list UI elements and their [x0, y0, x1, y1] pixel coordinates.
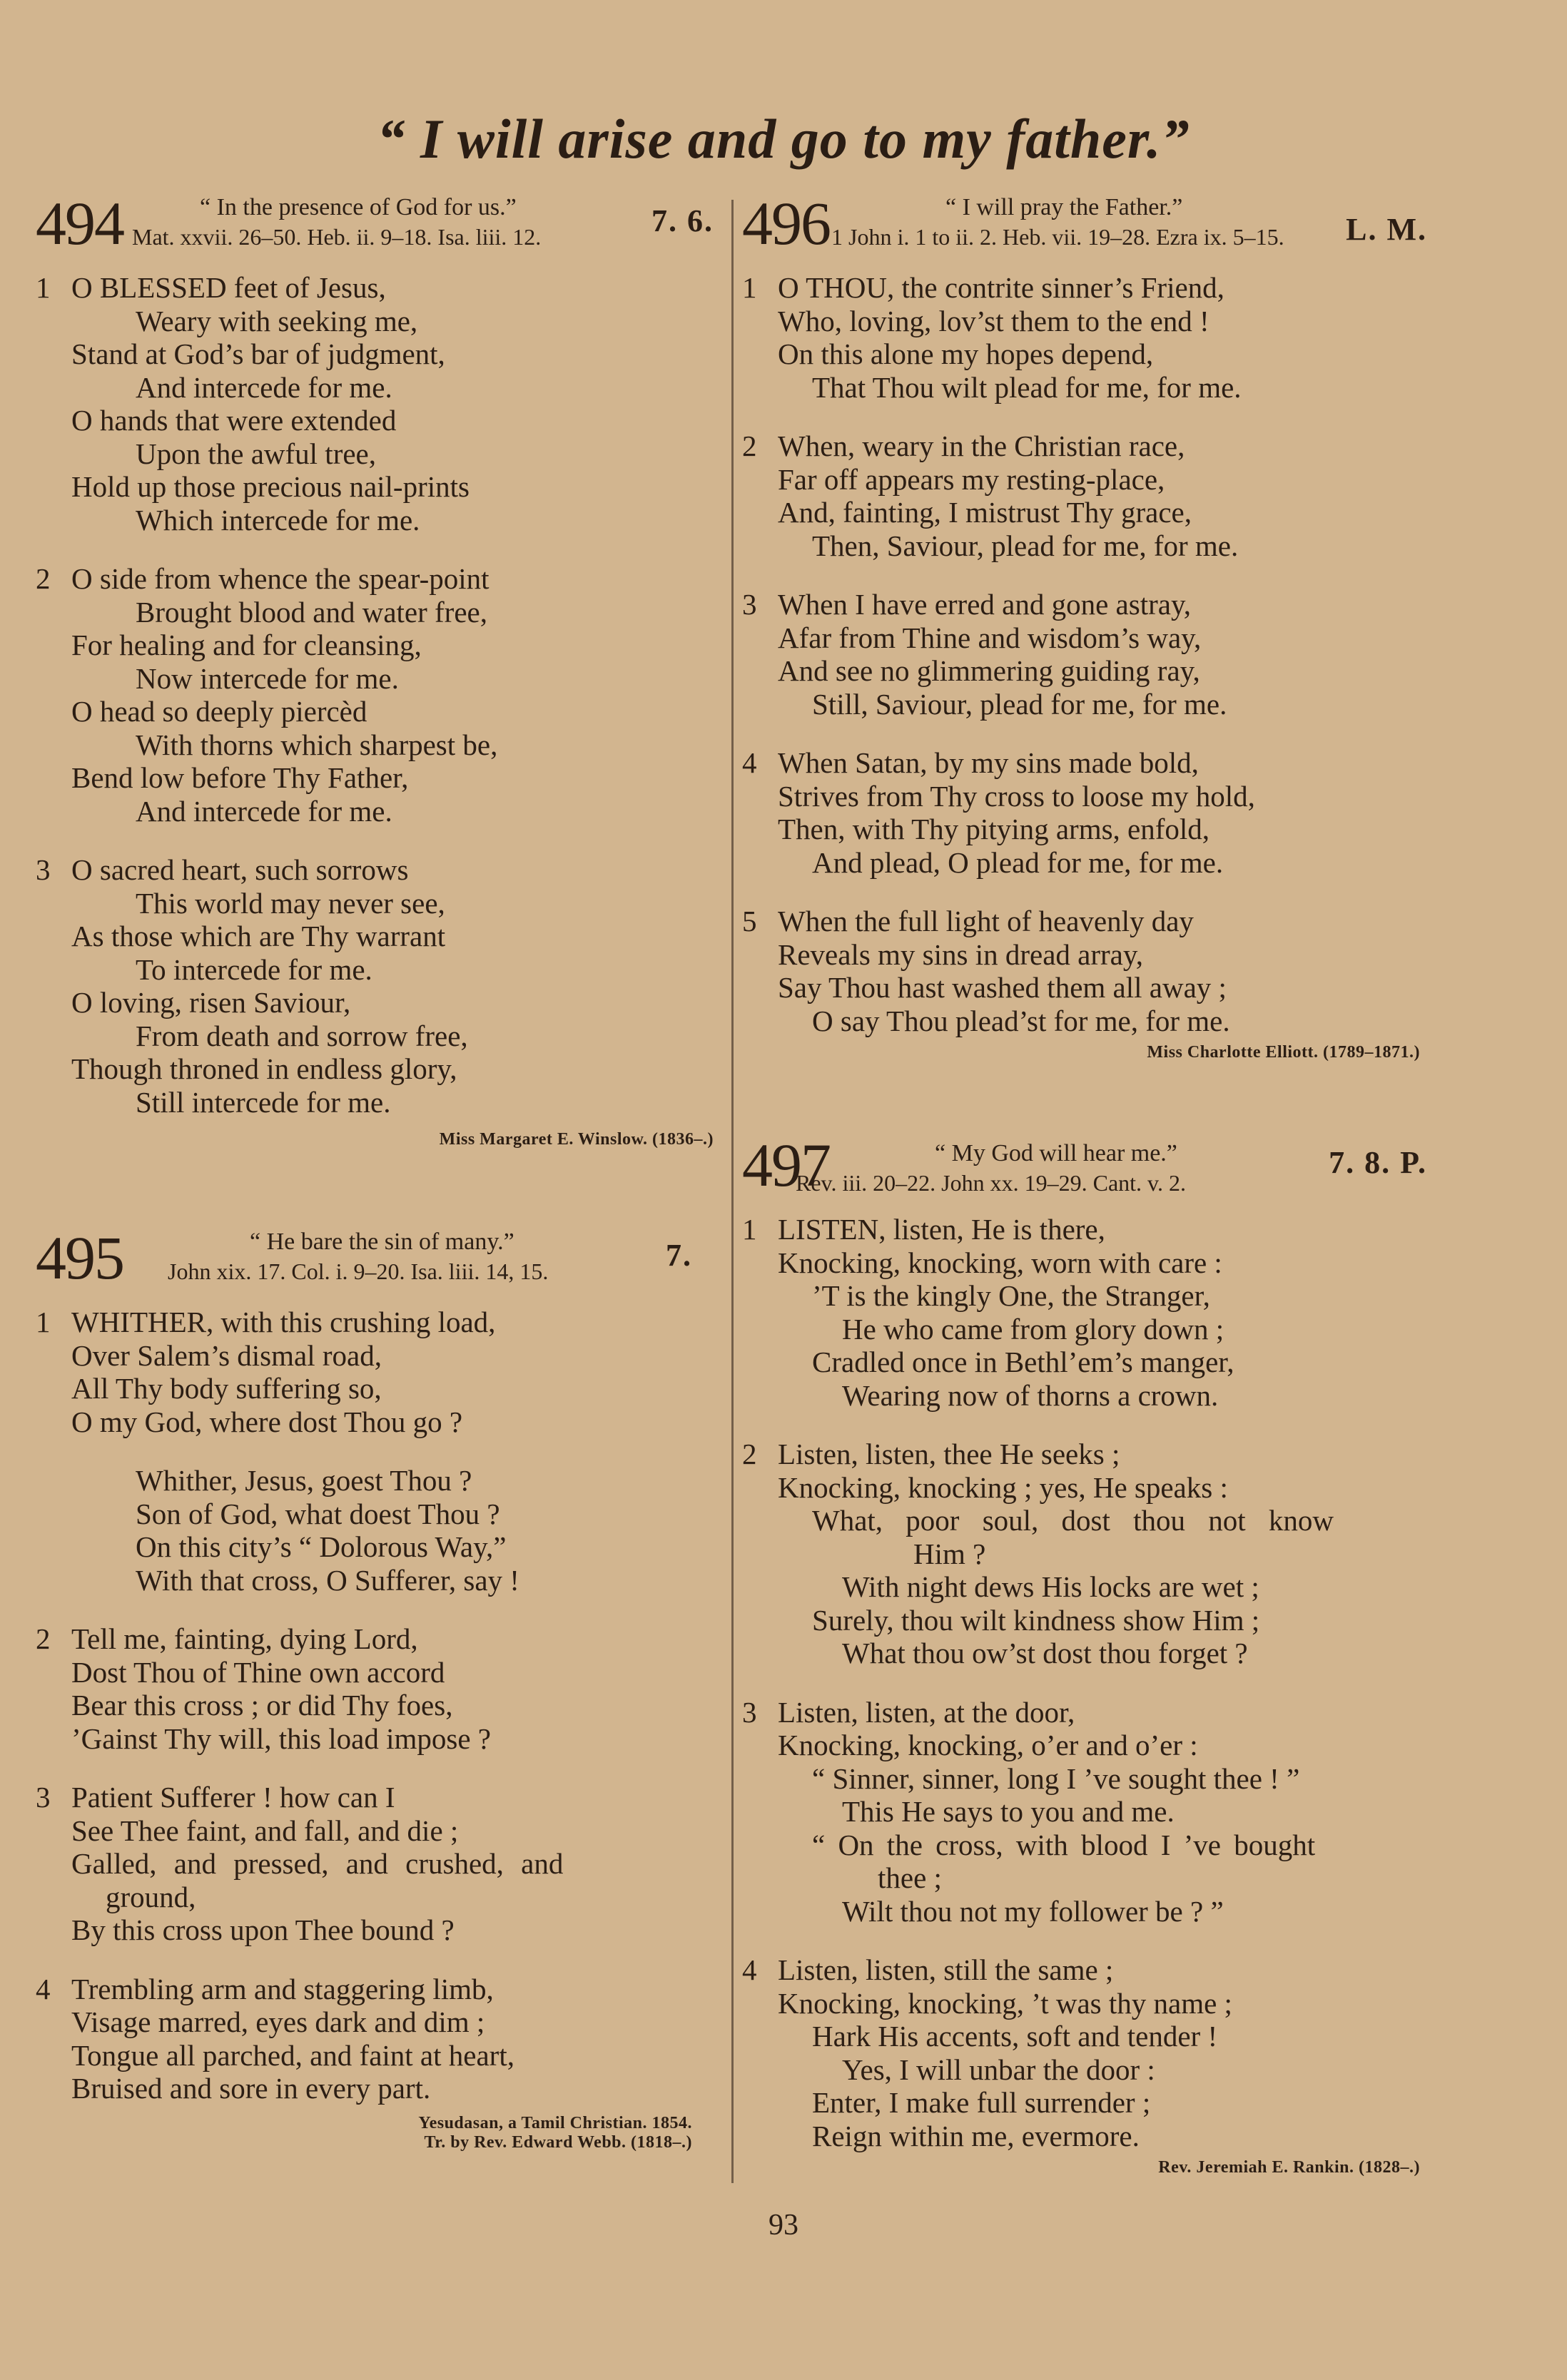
verse-line: Wearing now of thorns a crown.	[842, 1378, 1219, 1412]
stanza-number: 4	[742, 746, 757, 779]
column-divider	[731, 200, 734, 2183]
stanza	[36, 1622, 721, 1755]
verse-line: Knocking, knocking ; yes, He speaks :	[778, 1470, 1228, 1504]
stanza	[36, 1306, 721, 1438]
verse-line: When Satan, by my sins made bold,	[778, 746, 1199, 779]
stanza-number: 5	[742, 905, 757, 937]
verse-line: When I have erred and gone astray,	[778, 588, 1192, 621]
verse-line: Still intercede for me.	[136, 1085, 391, 1119]
stanza-number: 1	[742, 271, 757, 304]
verse-line: On this city’s “ Dolorous Way,”	[136, 1530, 507, 1563]
verse-line: Upon the awful tree,	[136, 437, 376, 470]
hymn-author: Yesudasan, a Tamil Christian. 1854.	[418, 2113, 692, 2132]
hymn-author: Rev. Jeremiah E. Rankin. (1828–.)	[1158, 2158, 1420, 2177]
hymn-refs: 1 John i. 1 to ii. 2. Heb. vii. 19–28. Ezra ix. 5–15.	[831, 224, 1284, 250]
hymn-header	[742, 189, 1427, 271]
verse-line: Listen, listen, thee He seeks ;	[778, 1438, 1120, 1470]
hymn-meter: L. M.	[1346, 212, 1427, 247]
verse-line: He who came from glory down ;	[842, 1312, 1224, 1346]
verse-line: O my God, where dost Thou go ?	[71, 1405, 463, 1438]
verse-line: Stand at God’s bar of judgment,	[71, 337, 445, 370]
verse-line: With that cross, O Sufferer, say !	[136, 1563, 519, 1597]
hymn-meter: 7. 6.	[651, 203, 714, 238]
verse-line: LISTEN, listen, He is there,	[778, 1213, 1105, 1246]
stanza-number: 2	[742, 1438, 757, 1470]
verse-line: Now intercede for me.	[136, 661, 399, 695]
verse-line: Far off appears my resting-place,	[778, 462, 1165, 496]
hymn-motto: “ He bare the sin of many.”	[250, 1229, 514, 1255]
verse-line: Wilt thou not my follower be ? ”	[842, 1894, 1224, 1928]
verse-line: O hands that were extended	[71, 404, 397, 437]
verse-line: Tongue all parched, and faint at heart,	[71, 2038, 514, 2072]
verse-line: Visage marred, eyes dark and dim ;	[71, 2005, 485, 2038]
hymn-header	[742, 1131, 1427, 1213]
stanza-number: 3	[742, 588, 757, 621]
verse-line: ’T is the kingly One, the Stranger,	[812, 1279, 1210, 1312]
hymn-translator: Tr. by Rev. Edward Webb. (1818–.)	[424, 2132, 692, 2152]
verse-line: From death and sorrow free,	[136, 1019, 468, 1052]
stanza	[36, 1781, 721, 1947]
verse-line: Surely, thou wilt kindness show Him ;	[812, 1603, 1260, 1637]
verse-line: thee ;	[878, 1861, 942, 1894]
stanza-number: 2	[36, 1622, 51, 1655]
verse-line: O loving, risen Saviour,	[71, 986, 351, 1019]
verse-line: “ Sinner, sinner, long I ’ve sought thee ! ”	[812, 1761, 1300, 1795]
verse-line: Cradled once in Bethl’em’s manger,	[812, 1346, 1234, 1378]
hymn-header	[36, 1224, 721, 1306]
stanza	[742, 905, 1427, 1037]
verse-line: Hark His accents, soft and tender !	[812, 2020, 1218, 2053]
verse-line: Who, loving, lov’st them to the end !	[778, 304, 1210, 337]
stanza-refrain	[36, 1464, 721, 1597]
stanza-number: 4	[742, 1953, 757, 1986]
verse-line: Over Salem’s dismal road,	[71, 1338, 382, 1372]
verse-line: Which intercede for me.	[136, 503, 420, 536]
hymn-author: Miss Charlotte Elliott. (1789–1871.)	[1147, 1043, 1420, 1062]
verse-line: This He says to you and me.	[842, 1795, 1175, 1828]
hymn-refs: Rev. iii. 20–22. John xx. 19–29. Cant. v. 2.	[796, 1170, 1186, 1196]
verse-line: And see no glimmering guiding ray,	[778, 654, 1200, 687]
hymn-motto: “ I will pray the Father.”	[945, 194, 1183, 220]
verse-line: Bend low before Thy Father,	[71, 761, 409, 794]
verse-line: O THOU, the contrite sinner’s Friend,	[778, 271, 1224, 304]
stanza	[742, 1438, 1427, 1670]
verse-line: Listen, listen, still the same ;	[778, 1953, 1114, 1986]
page-number: 93	[769, 2209, 798, 2242]
hymn-header	[36, 189, 721, 271]
stanza	[742, 429, 1427, 562]
verse-line: This world may never see,	[136, 886, 445, 920]
verse-line: Brought blood and water free,	[136, 595, 487, 629]
verse-line: Enter, I make full surrender ;	[812, 2086, 1151, 2119]
verse-line: Patient Sufferer ! how can I	[71, 1781, 395, 1814]
hymn-refs: Mat. xxvii. 26–50. Heb. ii. 9–18. Isa. liii. 12.	[132, 224, 542, 250]
stanza	[36, 1973, 721, 2105]
verse-line: Still, Saviour, plead for me, for me.	[812, 687, 1227, 721]
stanza	[742, 1696, 1427, 1928]
verse-line: Him ?	[913, 1537, 986, 1570]
stanza-number: 3	[742, 1695, 757, 1729]
verse-line: What, poor soul, dost thou not know	[812, 1504, 1334, 1537]
hymn-motto: “ My God will hear me.”	[935, 1140, 1177, 1166]
hymn-number: 494	[36, 189, 123, 258]
verse-line: Weary with seeking me,	[136, 304, 418, 337]
verse-line: Yes, I will unbar the door :	[842, 2053, 1155, 2086]
verse-line: Galled, and pressed, and crushed, and	[71, 1847, 564, 1880]
verse-line: And plead, O plead for me, for me.	[812, 845, 1224, 879]
hymn-author: Miss Margaret E. Winslow. (1836–.)	[439, 1130, 714, 1149]
stanza-number: 3	[36, 853, 51, 886]
verse-line: On this alone my hopes depend,	[778, 337, 1154, 370]
verse-line: What thou ow’st dost thou forget ?	[842, 1637, 1248, 1669]
verse-line: For healing and for cleansing,	[71, 629, 422, 661]
verse-line: When the full light of heavenly day	[778, 905, 1194, 937]
stanza-number: 1	[36, 271, 51, 304]
hymn-number: 497	[742, 1131, 830, 1199]
stanza	[36, 562, 721, 828]
verse-line: And, fainting, I mistrust Thy grace,	[778, 496, 1192, 529]
verse-line: And intercede for me.	[136, 794, 392, 828]
stanza-number: 2	[36, 562, 51, 595]
hymn-497	[742, 1131, 1427, 2177]
verse-line: Hold up those precious nail-prints	[71, 470, 470, 503]
verse-line: Say Thou hast washed them all away ;	[778, 971, 1227, 1004]
verse-line: And intercede for me.	[136, 370, 392, 404]
verse-line: O say Thou plead’st for me, for me.	[812, 1004, 1230, 1037]
stanza	[36, 271, 721, 536]
verse-line: Whither, Jesus, goest Thou ?	[136, 1464, 472, 1497]
verse-line: Trembling arm and staggering limb,	[71, 1972, 494, 2005]
stanza-number: 1	[36, 1306, 51, 1338]
verse-line: ’Gainst Thy will, this load impose ?	[71, 1722, 491, 1755]
verse-line: Knocking, knocking, ’t was thy name ;	[778, 1986, 1232, 2020]
hymn-496	[742, 189, 1427, 1062]
verse-line: See Thee faint, and fall, and die ;	[71, 1814, 459, 1847]
verse-line: With thorns which sharpest be,	[136, 728, 498, 761]
verse-line: To intercede for me.	[136, 952, 372, 986]
verse-line: ground,	[106, 1880, 196, 1913]
stanza	[742, 746, 1427, 879]
page-title: “ I will arise and go to my father.”	[377, 108, 1190, 170]
verse-line: Then, with Thy pitying arms, enfold,	[778, 813, 1210, 845]
verse-line: All Thy body suffering so,	[71, 1372, 382, 1405]
verse-line: Dost Thou of Thine own accord	[71, 1655, 445, 1689]
verse-line: Listen, listen, at the door,	[778, 1695, 1075, 1729]
verse-line: When, weary in the Christian race,	[778, 429, 1185, 462]
verse-line: Tell me, fainting, dying Lord,	[71, 1622, 418, 1655]
stanza-number: 3	[36, 1781, 51, 1814]
verse-line: Reveals my sins in dread array,	[778, 937, 1143, 971]
verse-line: O head so deeply piercèd	[71, 695, 367, 728]
stanza	[742, 1953, 1427, 2152]
verse-line: Bruised and sore in every part.	[71, 2072, 431, 2105]
verse-line: Knocking, knocking, o’er and o’er :	[778, 1729, 1198, 1761]
verse-line: Afar from Thine and wisdom’s way,	[778, 621, 1202, 654]
hymn-494	[36, 189, 721, 1149]
stanza	[742, 1213, 1427, 1412]
verse-line: O side from whence the spear-point	[71, 562, 490, 595]
hymn-number: 496	[742, 189, 830, 258]
stanza	[742, 271, 1427, 404]
verse-line: WHITHER, with this crushing load,	[71, 1306, 496, 1338]
verse-line: Reign within me, evermore.	[812, 2119, 1140, 2152]
verse-line: Strives from Thy cross to loose my hold,	[778, 779, 1255, 813]
verse-line: “ On the cross, with blood I ’ve bought	[812, 1828, 1316, 1861]
stanza-number: 2	[742, 429, 757, 462]
verse-line: That Thou wilt plead for me, for me.	[812, 370, 1242, 404]
hymn-motto: “ In the presence of God for us.”	[200, 194, 517, 220]
verse-line: O BLESSED feet of Jesus,	[71, 271, 386, 304]
verse-line: Knocking, knocking, worn with care :	[778, 1246, 1222, 1279]
verse-line: O sacred heart, such sorrows	[71, 853, 409, 886]
verse-line: As those which are Thy warrant	[71, 920, 446, 952]
verse-line: Then, Saviour, plead for me, for me.	[812, 529, 1239, 562]
verse-line: Son of God, what doest Thou ?	[136, 1497, 500, 1530]
hymn-meter: 7.	[666, 1238, 692, 1273]
hymn-495	[36, 1224, 721, 2152]
stanza	[742, 588, 1427, 721]
stanza-number: 4	[36, 1972, 51, 2005]
hymn-number: 495	[36, 1224, 123, 1292]
hymn-refs: John xix. 17. Col. i. 9–20. Isa. liii. 14, 15.	[168, 1258, 549, 1284]
stanza-number: 1	[742, 1213, 757, 1246]
verse-line: With night dews His locks are wet ;	[842, 1570, 1259, 1603]
verse-line: By this cross upon Thee bound ?	[71, 1913, 455, 1946]
stanza	[36, 853, 721, 1119]
verse-line: Though throned in endless glory,	[71, 1052, 457, 1085]
verse-line: Bear this cross ; or did Thy foes,	[71, 1689, 453, 1722]
hymn-meter: 7. 8. P.	[1329, 1145, 1427, 1180]
